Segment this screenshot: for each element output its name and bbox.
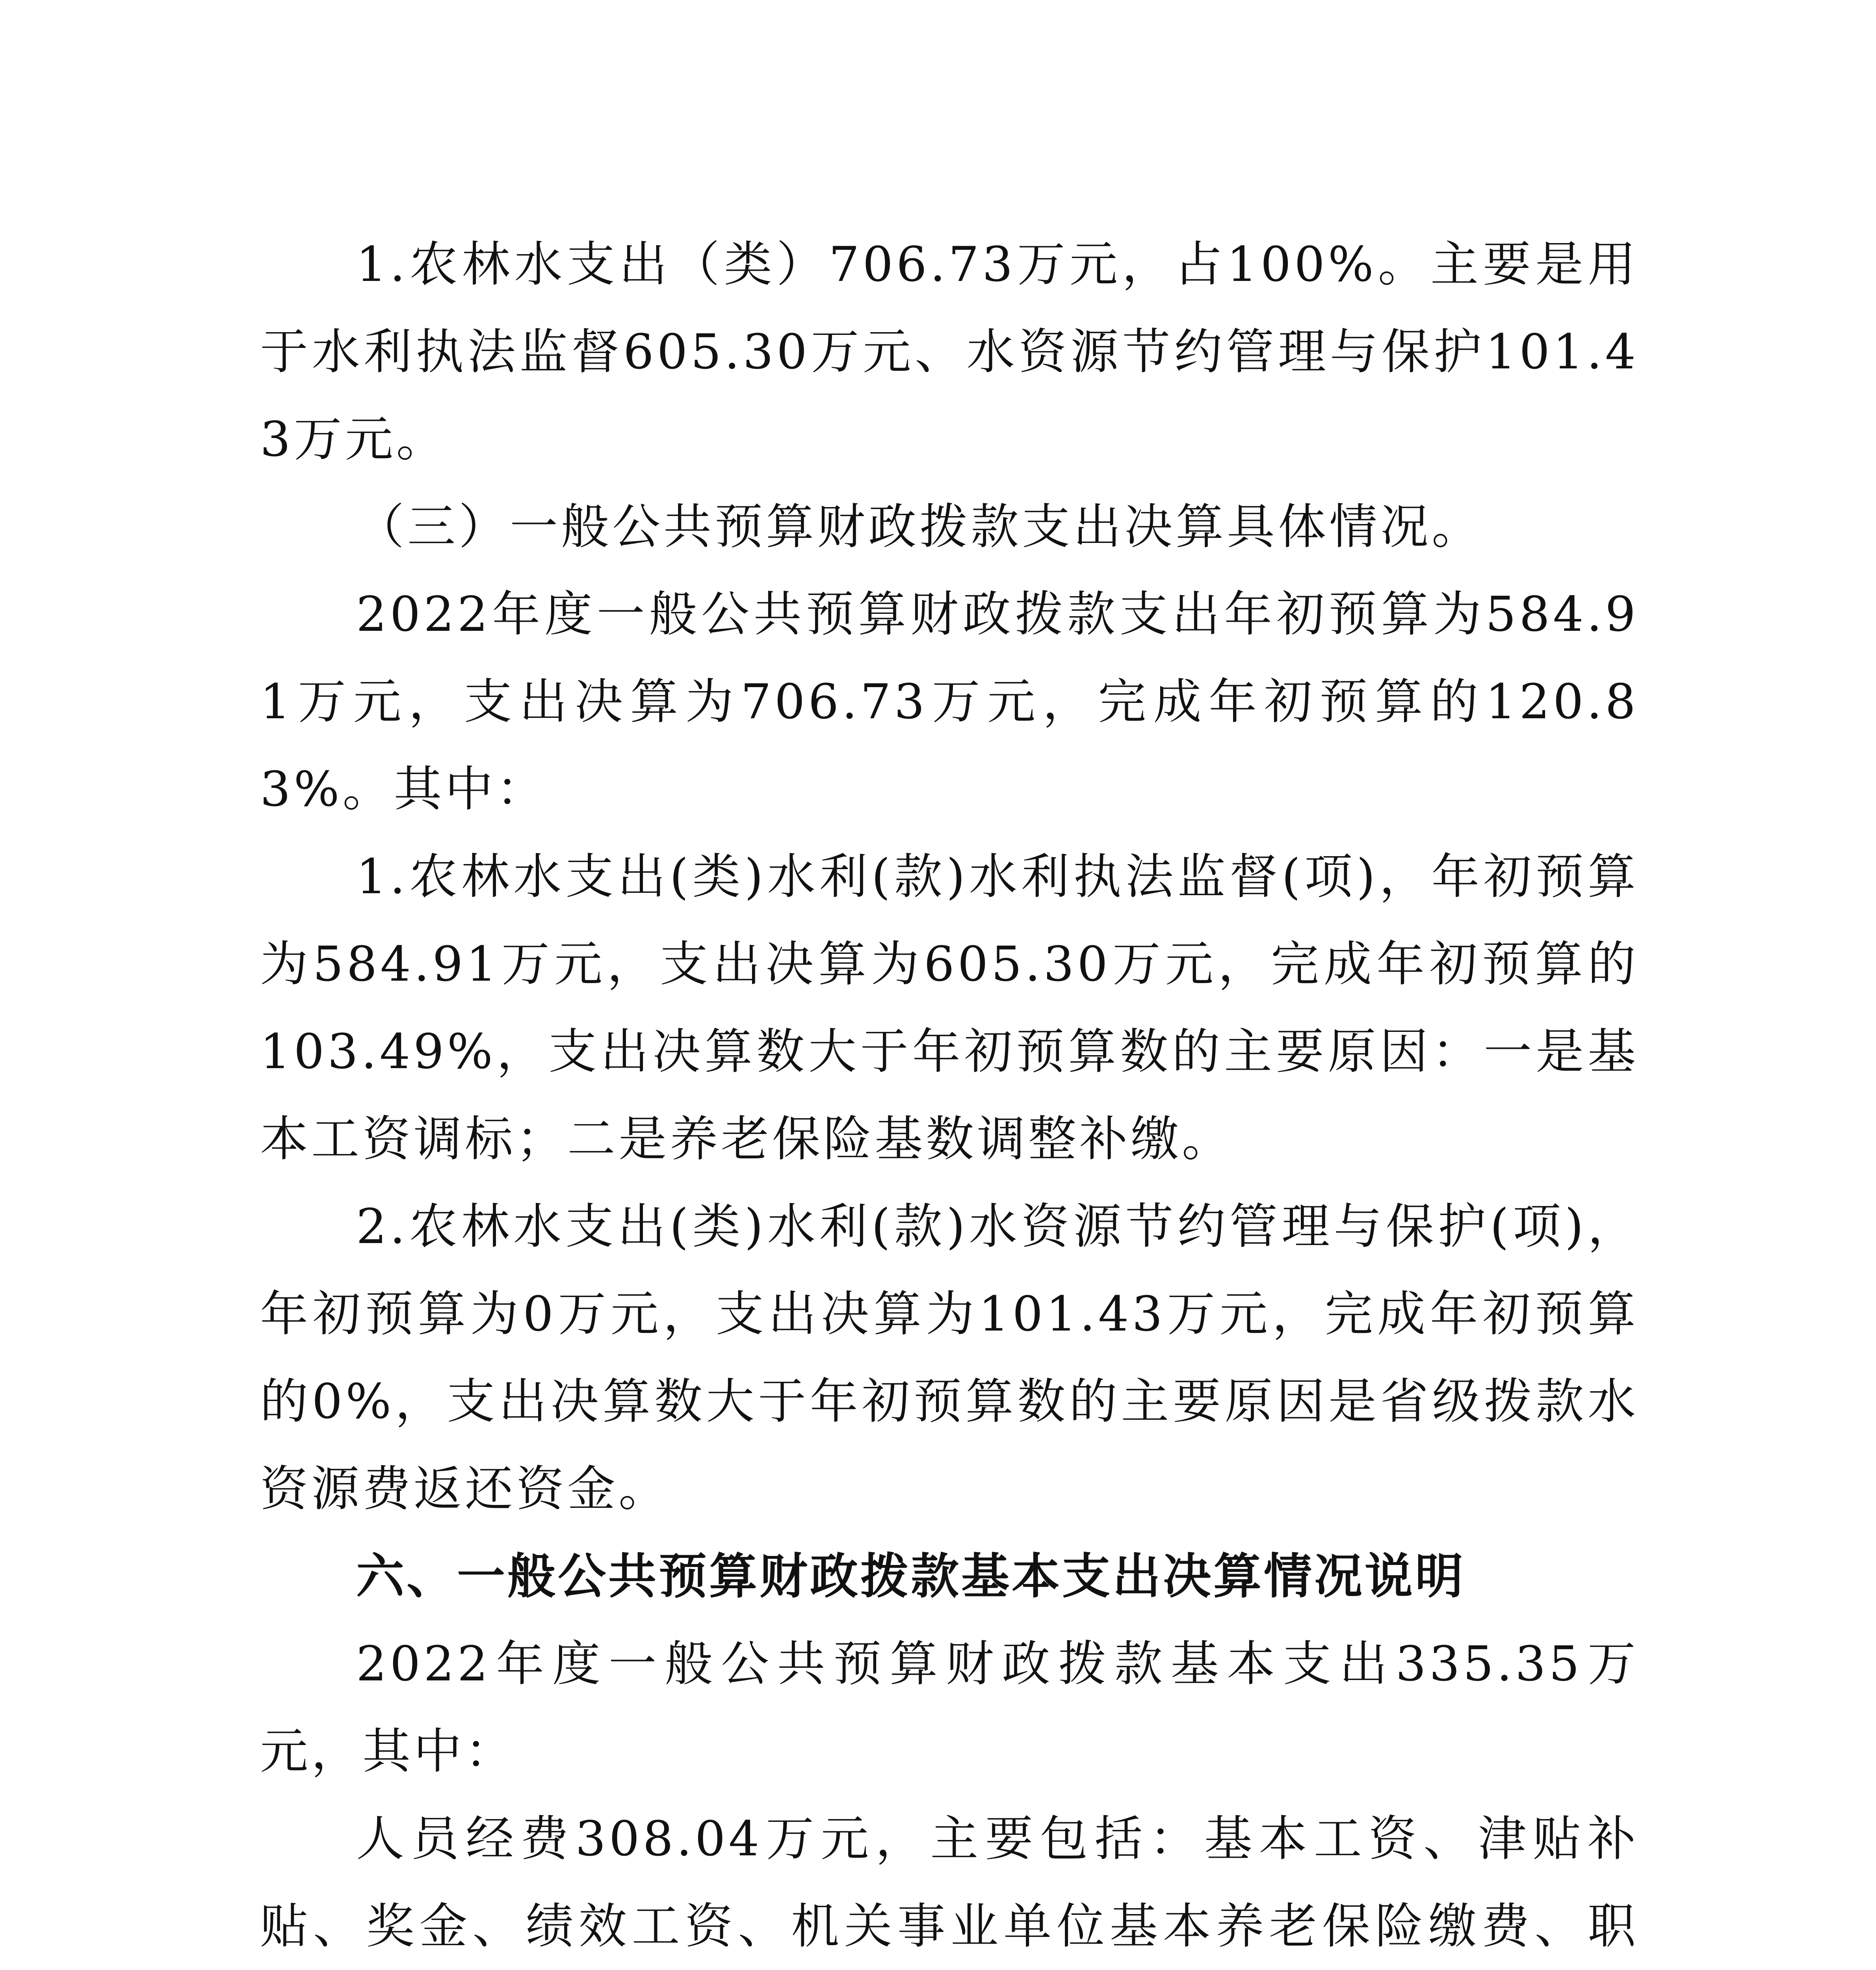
paragraph-personnel-expenses: 人员经费308.04万元，主要包括：基本工资、津贴补贴、奖金、绩效工资、机关事业单位基本养老保险缴费、职 <box>260 1811 1639 1954</box>
section-heading-six: 六、一般公共预算财政拨款基本支出决算情况说明 <box>356 1548 1466 1604</box>
paragraph-law-enforcement-item: 1.农林水支出(类)水利(款)水利执法监督(项)，年初预算为584.91万元，支出决算为605.30万元，完成年初预算的103.49%，支出决算数大于年初预算数的主要原因：一是基本工资调标；二是养老保险基数调整补缴。 <box>260 849 1639 1167</box>
paragraph-subsection-three: （三）一般公共预算财政拨款支出决算具体情况。 <box>356 499 1483 555</box>
document-body <box>260 221 1639 1970</box>
paragraph-basic-expenditure: 2022年度一般公共预算财政拨款基本支出335.35万元，其中： <box>260 1636 1639 1779</box>
paragraph-budget-overview: 2022年度一般公共预算财政拨款支出年初预算为584.91万元，支出决算为706.73万元，完成年初预算的120.83%。其中： <box>260 586 1639 817</box>
paragraph-agri-water-expenditure: 1.农林水支出（类）706.73万元，占100%。主要是用于水利执法监督605.30万元、水资源节约管理与保护101.43万元。 <box>260 236 1639 467</box>
paragraph-water-conservation-item: 2.农林水支出(类)水利(款)水资源节约管理与保护(项)，年初预算为0万元，支出决算为101.43万元，完成年初预算的0%，支出决算数大于年初预算数的主要原因是省级拨款水资源费返还资金。 <box>260 1199 1639 1517</box>
